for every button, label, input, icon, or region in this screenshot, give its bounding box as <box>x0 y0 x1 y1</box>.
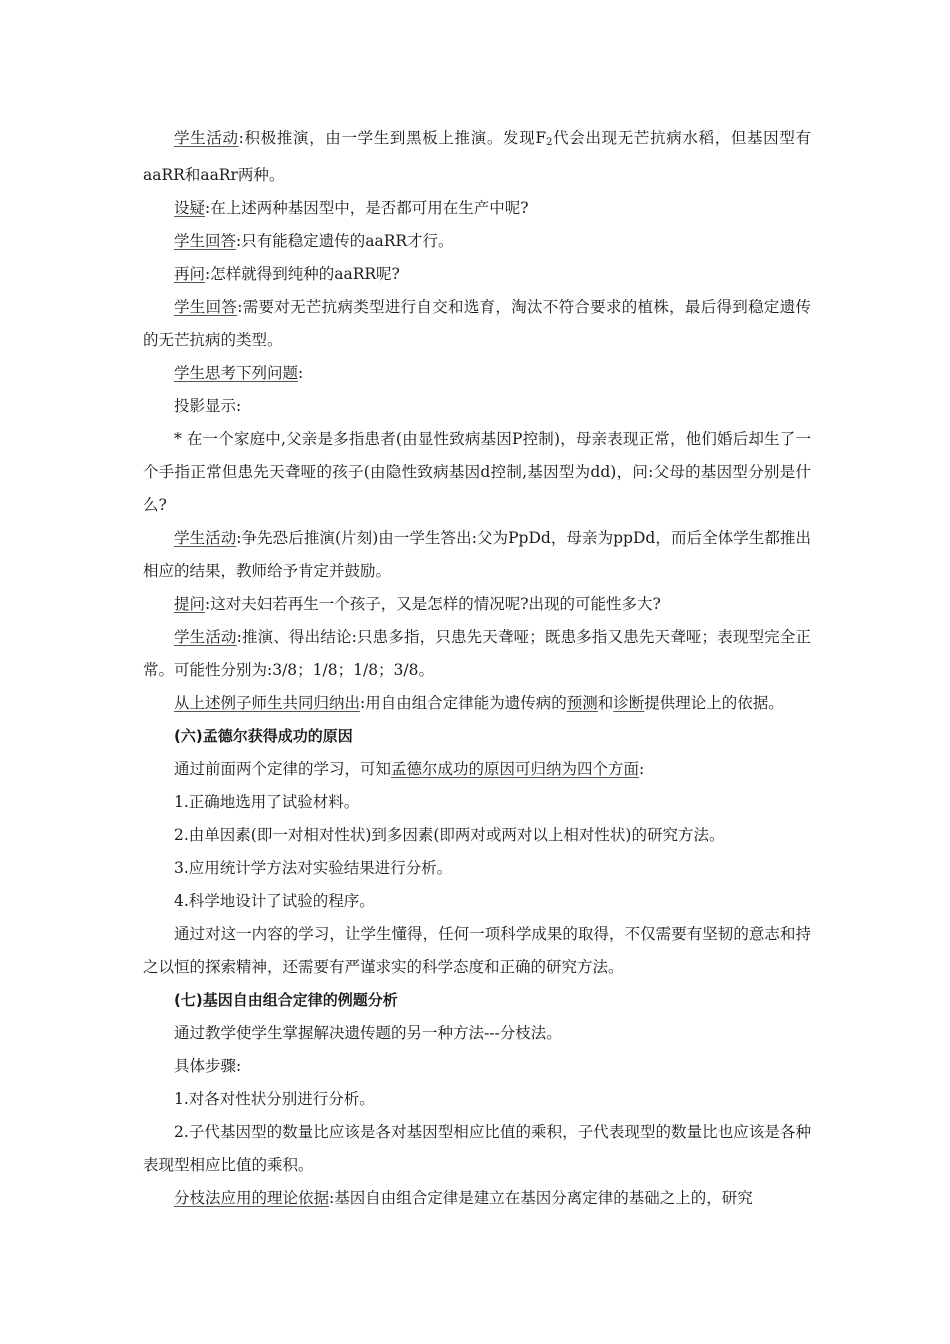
paragraph-summary: 从上述例子师生共同归纳出:用自由组合定律能为遗传病的预测和诊断提供理论上的依据。 <box>174 694 784 712</box>
label-question: 设疑 <box>174 199 206 217</box>
section7-intro: 通过教学使学生掌握解决遗传题的另一种方法---分枝法。 <box>174 1024 562 1042</box>
paragraph-family-problem: * 在一个家庭中,父亲是多指患者(由显性致病基因P控制)，母亲表现正常，他们婚后却生了一个手指正常但患先天聋哑的孩子(由隐性致病基因d控制,基因型为dd)，问:父母的基因型分别是什么? <box>143 430 811 514</box>
document-body <box>143 122 811 1215</box>
paragraph-ask-again: 再问:怎样就得到纯种的aaRR呢? <box>174 265 400 283</box>
paragraph-student-activity-2: 学生活动:争先恐后推演(片刻)由一学生答出:父为PpDd，母亲为ppDd，而后全体学生都推出相应的结果，教师给予肯定并鼓励。 <box>143 529 811 580</box>
term-diagnosis: 诊断 <box>613 694 645 712</box>
section-heading-7: (七)基因自由组合定律的例题分析 <box>174 991 398 1009</box>
term-prediction: 预测 <box>566 694 598 712</box>
paragraph-student-activity-1: 学生活动:积极推演，由一学生到黑板上推演。发现$F_2$代会出现无芒抗病水稻，但基因型有aaRR和aaRr两种。 <box>143 129 811 184</box>
list-item: 4.科学地设计了试验的程序。 <box>174 892 375 910</box>
section6-intro-underlined: 孟德尔成功的原因可归纳为四个方面 <box>391 760 640 778</box>
list-item: 1.正确地选用了试验材料。 <box>174 793 360 811</box>
list-item: 3.应用统计学方法对实验结果进行分析。 <box>174 859 453 877</box>
label-theory-basis: 分枝法应用的理论依据 <box>174 1189 330 1207</box>
paragraph-student-answer-2: 学生回答:需要对无芒抗病类型进行自交和选育，淘汰不符合要求的植株，最后得到稳定遗传的无芒抗病的类型。 <box>143 298 811 349</box>
label-student-answer: 学生回答 <box>174 298 238 316</box>
label-summary: 从上述例子师生共同归纳出 <box>174 694 361 712</box>
section6-intro: 通过前面两个定律的学习，可知孟德尔成功的原因可归纳为四个方面: <box>174 760 645 778</box>
paragraph-student-answer-1: 学生回答:只有能稳定遗传的aaRR才行。 <box>174 232 454 250</box>
label-ask-again: 再问 <box>174 265 206 283</box>
paragraph-student-activity-3: 学生活动:推演、得出结论:只患多指，只患先天聋哑；既患多指又患先天聋哑；表现型完全正常。可能性分别为:3/8；1/8；1/8；3/8。 <box>143 628 811 679</box>
paragraph-student-think: 学生思考下列问题: <box>174 364 304 382</box>
list-item: 2.由单因素(即一对相对性状)到多因素(即两对或两对以上相对性状)的研究方法。 <box>174 826 725 844</box>
steps-label: 具体步骤: <box>174 1057 242 1075</box>
label-student-answer: 学生回答 <box>174 232 237 250</box>
label-student-activity: 学生活动 <box>174 628 237 646</box>
label-student-activity: 学生活动 <box>174 129 239 147</box>
label-student-think: 学生思考下列问题 <box>174 364 299 382</box>
paragraph-ask: 提问:这对夫妇若再生一个孩子，又是怎样的情况呢?出现的可能性多大? <box>174 595 661 613</box>
paragraph-projection: 投影显示: <box>174 397 242 415</box>
section-heading-6: (六)孟德尔获得成功的原因 <box>174 727 353 745</box>
label-ask: 提问 <box>174 595 206 613</box>
paragraph-question: 设疑:在上述两种基因型中，是否都可用在生产中呢? <box>174 199 529 217</box>
section6-conclusion: 通过对这一内容的学习，让学生懂得，任何一项科学成果的取得，不仅需要有坚韧的意志和持之以恒的探索精神，还需要有严谨求实的科学态度和正确的研究方法。 <box>143 925 811 976</box>
list-item: 1.对各对性状分别进行分析。 <box>174 1090 375 1108</box>
label-student-activity: 学生活动 <box>174 529 237 547</box>
paragraph-theory-basis: 分枝法应用的理论依据:基因自由组合定律是建立在基因分离定律的基础之上的，研究 <box>174 1189 753 1207</box>
list-item: 2.子代基因型的数量比应该是各对基因型相应比值的乘积，子代表现型的数量比也应该是各种表现型相应比值的乘积。 <box>143 1123 811 1174</box>
